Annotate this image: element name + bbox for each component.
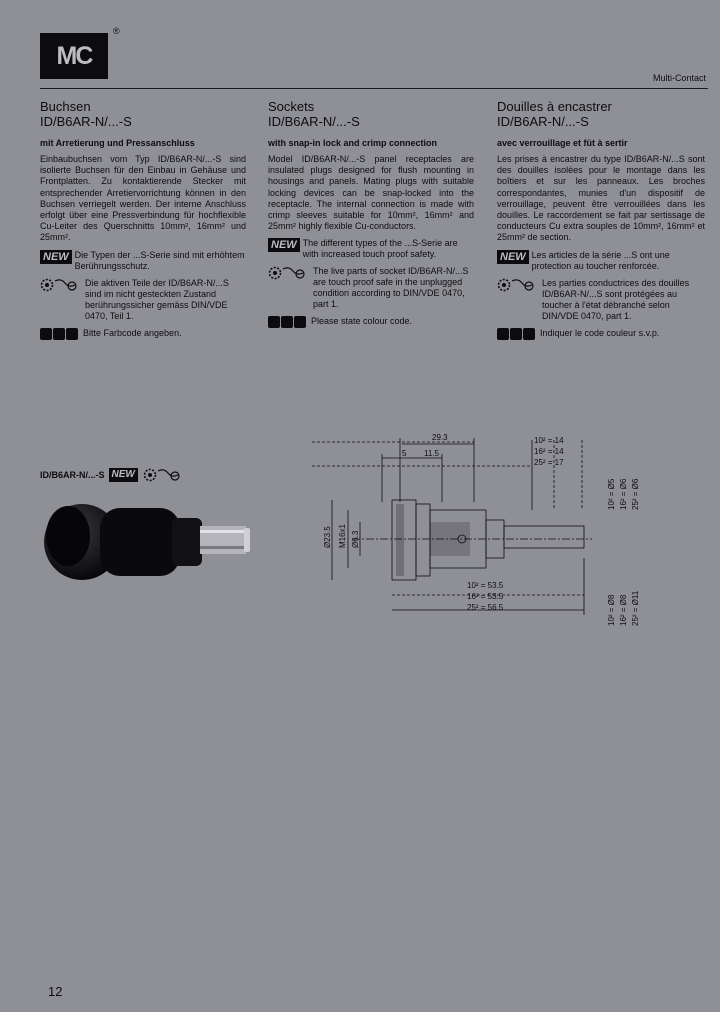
bore-b-2: 25² = Ø11 [631, 590, 640, 626]
column-english [268, 99, 474, 329]
new-note-text: The different types of the ...S-Serie are with increased touch proof safety. [302, 238, 458, 260]
color-code-icon [497, 328, 537, 341]
bore-a-1: 16² = Ø6 [619, 478, 628, 510]
page-number: 12 [48, 984, 63, 999]
touch-protection-icon [40, 278, 82, 292]
color-note [497, 328, 705, 341]
column-body: Les prises à encastrer du type ID/B6AR-N/...S sont des douilles isolées pour le montage dans les boîtiers et sur les panneaux. Les broches correspondantes, munies d'un dispositif de verrouillage, peuvent être verrouillées dans les douilles. Le raccordement se fait par sertissage de conducteurs Cu extra souples de 10mm², 16mm² et 25mm² de section. [497, 154, 705, 243]
bore-b-0: 10² = Ø8 [607, 594, 616, 626]
new-note [497, 250, 705, 272]
len-b-0: 10² = 53.5 [467, 581, 504, 590]
bore-a-0: 10² = Ø5 [607, 478, 616, 510]
dim-overall: 29.3 [432, 433, 448, 442]
new-badge-icon: NEW [109, 468, 138, 482]
touch-note-text: The live parts of socket ID/B6AR-N/...S are touch proof safe in the unplugged condition according to DIN/VDE 0470, part 1. [313, 266, 469, 310]
product-photo [40, 478, 260, 608]
cross-a-0: 10² = 14 [534, 436, 564, 445]
product-model: ID/B6AR-N/...-S [40, 470, 105, 480]
new-note [40, 250, 246, 272]
color-code-icon [40, 328, 80, 341]
len-b-1: 16² = 53.5 [467, 592, 504, 601]
column-model: ID/B6AR-N/...-S [40, 114, 132, 129]
touch-note-text: Les parties conductrices des douilles ID/B6AR-N/...S sont protégées au toucher à l'état débranché selon DIN/VDE 0470, part 1. [542, 277, 690, 321]
color-note-text: Indiquer le code couleur s.v.p. [540, 327, 660, 338]
technical-drawing [292, 430, 712, 630]
column-subtitle: with snap-in lock and crimp connection [268, 138, 438, 148]
color-note [268, 316, 474, 329]
touch-protection-icon [268, 266, 310, 280]
new-badge-icon: NEW [268, 238, 300, 252]
touch-note [497, 278, 705, 322]
column-body: Einbaubuchsen vom Typ ID/B6AR-N/...-S sind isolierte Buchsen für den Einbau in Gehäuse und Frontplatten. Zu kontaktierende Stecker mit entsprechender Arretiervorrichtung können in den Buchsen verriegelt werden. Der interne Anschluss erfolgt über eine Pressverbindung für hochflexible Cu-Leiter des Querschnitts 10mm², 16mm² und 25mm². [40, 154, 246, 243]
column-title: Sockets [268, 99, 315, 114]
dim-5: 5 [402, 449, 407, 458]
touch-note [268, 266, 474, 310]
column-french [497, 99, 705, 341]
column-title: Buchsen [40, 99, 91, 114]
dim-23-5: Ø23.5 [323, 526, 332, 548]
touch-protection-icon [497, 278, 539, 292]
bore-a-2: 25² = Ø6 [631, 478, 640, 510]
color-code-icon [268, 316, 308, 329]
new-badge-icon: NEW [497, 250, 529, 264]
new-badge-icon: NEW [40, 250, 72, 264]
bore-b-1: 16² = Ø8 [619, 594, 628, 626]
new-note [268, 238, 474, 260]
color-note [40, 328, 246, 341]
new-note-text: Die Typen der ...S-Serie sind mit erhöhtem Berührungsschutz. [74, 249, 245, 271]
column-model: ID/B6AR-N/...-S [268, 114, 360, 129]
header-rule [40, 88, 708, 89]
len-b-2: 25² = 56.5 [467, 603, 504, 612]
column-german [40, 99, 246, 341]
touch-note-text: Die aktiven Teile der ID/B6AR-N/...S sind im nicht gesteckten Zustand berührungssicher gemäss DIN/VDE 0470, Teil 1. [85, 277, 229, 321]
mc-logo: MC [40, 33, 108, 79]
cross-a-2: 25² = 17 [534, 458, 564, 467]
cross-a-1: 16² = 14 [534, 447, 564, 456]
dim-m16: M16x1 [338, 523, 347, 548]
dim-11-5: 11.5 [424, 449, 439, 458]
registered-mark: ® [113, 26, 120, 36]
color-note-text: Please state colour code. [311, 316, 413, 327]
column-model: ID/B6AR-N/...-S [497, 114, 589, 129]
touch-note [40, 278, 246, 322]
color-note-text: Bitte Farbcode angeben. [83, 327, 182, 338]
dim-6-3: Ø6.3 [351, 530, 360, 548]
new-note-text: Les articles de la série ...S ont une protection au toucher renforcée. [531, 249, 670, 271]
column-subtitle: avec verrouillage et fût à sertir [497, 138, 628, 148]
column-title: Douilles à encastrer [497, 99, 612, 114]
brand-name: Multi-Contact [652, 73, 706, 83]
column-body: Model ID/B6AR-N/...-S panel receptacles are insulated plugs designed for flush mounting in housings and panels. Mating plugs with suitable locking devices can be snap-locked into the receptacle. The internal connection is made with crimp sleeves suitable for 10mm², 16mm² and 25mm² highly flexible Cu-conductors. [268, 154, 474, 232]
column-subtitle: mit Arretierung und Pressanschluss [40, 138, 195, 148]
